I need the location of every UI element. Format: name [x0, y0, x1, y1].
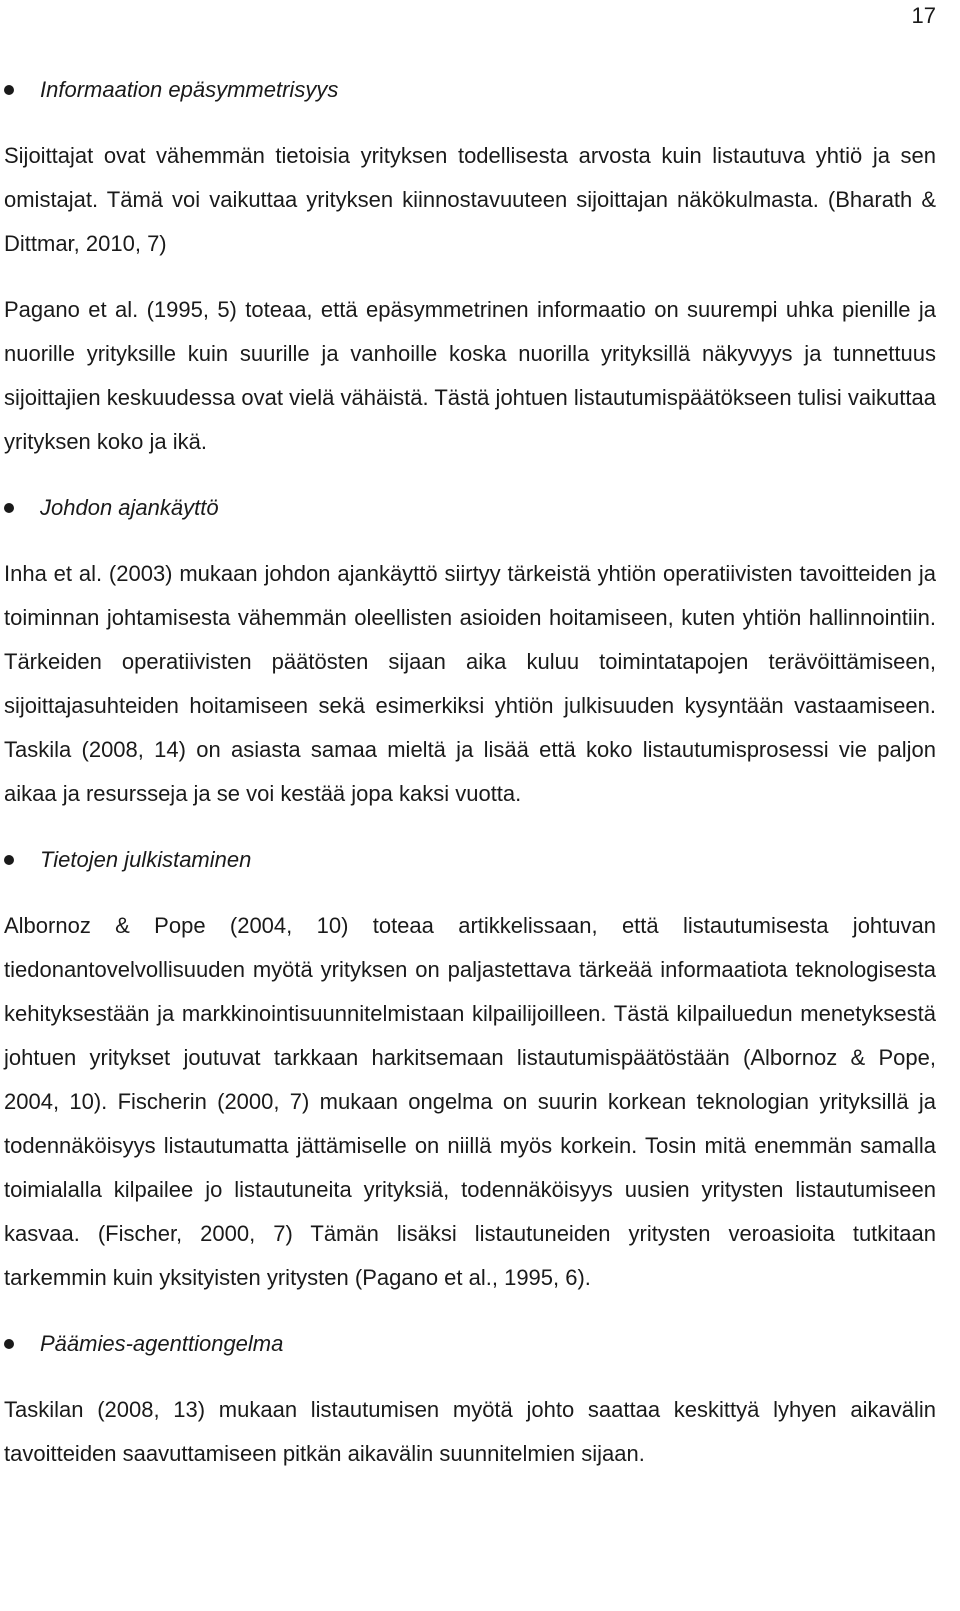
- heading-text: Tietojen julkistaminen: [40, 847, 252, 872]
- section-heading: [4, 486, 936, 530]
- heading-text: Päämies-agenttiongelma: [40, 1331, 284, 1356]
- paragraph: Sijoittajat ovat vähemmän tietoisia yrityksen todellisesta arvosta kuin listautuva yhtiö ja sen omistajat. Tämä voi vaikuttaa yrityksen kiinnostavuuteen sijoittajan näkökulmasta. (Bharath & Dittmar, 2010, 7): [4, 143, 936, 256]
- page-number: 17: [911, 3, 936, 28]
- page-content: [4, 68, 936, 1476]
- paragraph: Inha et al. (2003) mukaan johdon ajankäyttö siirtyy tärkeistä yhtiön operatiivisten tavoitteiden ja toiminnan johtamisesta vähemmän oleellisten asioiden hoitamiseen, kuten yhtiön hallinnointiin. Tärkeiden operatiivisten päätösten sijaan aika kuluu toimintatapojen terävöittämiseen, sijoittajasuhteiden hoitamiseen sekä esimerkiksi yhtiön julkisuuden kysyntään vastaamiseen. Taskila (2008, 14) on asiasta samaa mieltä ja lisää että koko listautumisprosessi vie paljon aikaa ja resursseja ja se voi kestää jopa kaksi vuotta.: [4, 561, 936, 806]
- paragraph: Pagano et al. (1995, 5) toteaa, että epäsymmetrinen informaatio on suurempi uhka pienille ja nuorille yrityksille kuin suurille ja vanhoille koska nuorilla yrityksillä näkyvyys ja tunnettuus sijoittajien keskuudessa ovat vielä vähäistä. Tästä johtuen listautumispäätökseen tulisi vaikuttaa yrityksen koko ja ikä.: [4, 297, 936, 454]
- paragraph: Taskilan (2008, 13) mukaan listautumisen myötä johto saattaa keskittyä lyhyen aikavälin tavoitteiden saavuttamiseen pitkän aikavälin suunnitelmien sijaan.: [4, 1397, 936, 1466]
- section-heading: [4, 838, 936, 882]
- heading-text: Johdon ajankäyttö: [40, 495, 219, 520]
- bullet-icon: [4, 1339, 14, 1349]
- heading-text: Informaation epäsymmetrisyys: [40, 77, 339, 102]
- bullet-icon: [4, 855, 14, 865]
- section-heading: [4, 1322, 936, 1366]
- bullet-icon: [4, 85, 14, 95]
- paragraph: Albornoz & Pope (2004, 10) toteaa artikkelissaan, että listautumisesta johtuvan tiedonantovelvollisuuden myötä yrityksen on paljastettava tärkeää informaatiota teknologisesta kehityksestään ja markkinointisuunnitelmistaan kilpailijoilleen. Tästä kilpailuedun menetyksestä johtuen yritykset joutuvat tarkkaan harkitsemaan listautumispäätöstään (Albornoz & Pope, 2004, 10). Fischerin (2000, 7) mukaan ongelma on suurin korkean teknologian yrityksillä ja todennäköisyys listautumatta jättämiselle on niillä myös korkein. Tosin mitä enemmän samalla toimialalla kilpailee jo listautuneita yrityksiä, todennäköisyys uusien yritysten listautumiseen kasvaa. (Fischer, 2000, 7) Tämän lisäksi listautuneiden yritysten veroasioita tutkitaan tarkemmin kuin yksityisten yritysten (Pagano et al., 1995, 6).: [4, 913, 936, 1290]
- section-heading: [4, 68, 936, 112]
- bullet-icon: [4, 503, 14, 513]
